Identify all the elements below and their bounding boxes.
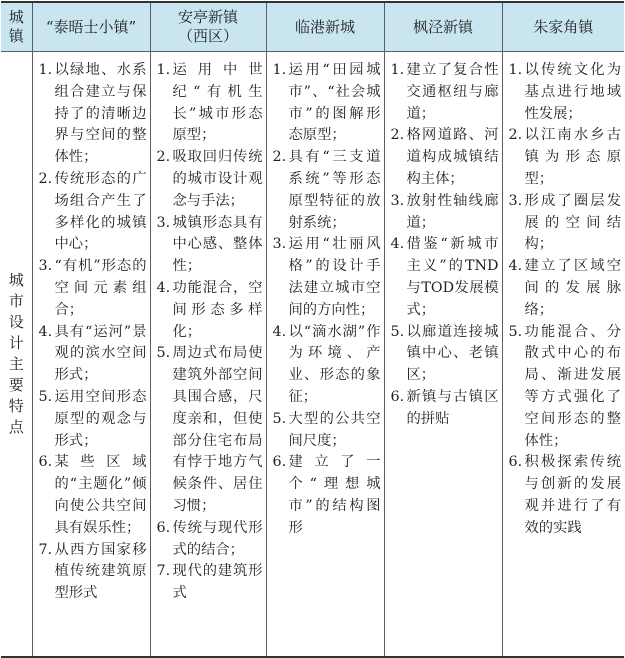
- item-number: 4.: [390, 236, 405, 253]
- item-text: 运用空间形态原型的观念与形式；: [54, 388, 147, 449]
- item-number: 6.: [508, 454, 523, 471]
- header-anting: 安亭新镇 （西区）: [150, 2, 266, 52]
- item-text: 从西方国家移植传统建筑原型形式: [54, 541, 147, 602]
- item-number: 2.: [390, 127, 405, 144]
- feature-item: [157, 343, 263, 517]
- item-number: 5.: [156, 345, 171, 362]
- item-text: 借鉴“新城市主义”的TND与TOD发展模式；: [406, 236, 499, 318]
- feature-item: [157, 60, 263, 147]
- header-lingang: 临港新城: [266, 2, 384, 52]
- feature-item: [157, 278, 263, 343]
- feature-item: [391, 191, 499, 235]
- feature-list: [273, 60, 381, 540]
- item-text: 建立了复合性交通枢纽与廊道；: [406, 62, 499, 122]
- feature-item: [509, 322, 622, 453]
- feature-item: [273, 452, 381, 539]
- item-number: 7.: [38, 541, 53, 558]
- item-number: 1.: [272, 62, 287, 78]
- feature-list: [391, 60, 499, 431]
- item-text: 传统形态的广场组合产生了多样化的城镇中心；: [54, 170, 147, 253]
- item-text: 建立了区域空间的发展脉络；: [524, 258, 621, 318]
- item-number: 4.: [156, 279, 171, 296]
- feature-item: [157, 213, 263, 278]
- item-number: 4.: [38, 323, 53, 340]
- item-text: 建立了一个“理想城市”的结构图形: [288, 454, 381, 536]
- header-thames-town: “泰晤士小镇”: [32, 2, 150, 52]
- item-number: 2.: [508, 127, 523, 144]
- item-number: 4.: [508, 258, 523, 275]
- item-text: 放射性轴线廊道；: [406, 192, 499, 231]
- item-number: 6.: [272, 454, 287, 471]
- column-fengjing: [384, 52, 502, 658]
- feature-item: [273, 147, 381, 234]
- item-text: 形成了圈层发展的空间结构；: [524, 192, 621, 253]
- feature-item: [273, 234, 381, 321]
- feature-item: [391, 234, 499, 321]
- feature-item: [273, 60, 381, 147]
- item-text: 格网道路、河道构成城镇结构主体；: [406, 127, 499, 187]
- comparison-table: [1, 1, 624, 658]
- feature-item: [509, 452, 622, 539]
- header-fengjing: 枫泾新镇: [384, 2, 502, 52]
- item-text: 以“滴水湖”作为环境、产业、形态的象征；: [288, 323, 381, 405]
- item-number: 1.: [508, 62, 523, 78]
- item-text: 具有“运河”景观的滨水空间形式；: [54, 323, 147, 384]
- item-number: 1.: [390, 62, 405, 78]
- feature-list: [509, 60, 622, 540]
- item-text: 运用“壮丽风格”的设计手法建立城市空间的方向性；: [288, 236, 381, 318]
- item-text: 积极探索传统与创新的发展观并进行了有效的实践: [524, 454, 621, 536]
- item-number: 3.: [508, 192, 523, 209]
- item-number: 5.: [390, 323, 405, 340]
- item-text: 以传统文化为基点进行地域性发展；: [524, 62, 621, 122]
- feature-item: [509, 125, 622, 190]
- feature-item: [273, 409, 381, 453]
- item-text: 吸取回归传统的城市设计观念与手法；: [172, 149, 263, 209]
- feature-item: [39, 256, 147, 321]
- item-number: 2.: [272, 149, 287, 166]
- item-number: 7.: [156, 563, 171, 580]
- feature-item: [391, 60, 499, 125]
- item-number: 3.: [390, 192, 405, 209]
- feature-item: [157, 147, 263, 212]
- item-number: 3.: [38, 258, 53, 275]
- item-number: 3.: [156, 214, 171, 231]
- item-text: 大型的公共空间尺度；: [288, 410, 381, 449]
- item-text: 新镇与古镇区的拼贴: [406, 388, 499, 427]
- item-number: 6.: [38, 454, 53, 471]
- feature-item: [157, 561, 263, 605]
- item-number: 5.: [272, 410, 287, 427]
- item-text: 以江南水乡古镇为形态原型；: [524, 127, 621, 187]
- item-text: 功能混合、分散式中心的布局、渐进发展等方式强化了空间形态的整体性；: [524, 323, 621, 449]
- feature-item: [273, 322, 381, 409]
- feature-list: [39, 60, 147, 605]
- features-row: [1, 52, 624, 658]
- feature-item: [509, 191, 622, 256]
- item-number: 2.: [38, 170, 53, 187]
- item-number: 6.: [390, 388, 405, 405]
- header-zhujiajiao: 朱家角镇: [502, 2, 624, 52]
- feature-item: [39, 60, 147, 169]
- feature-item: [391, 322, 499, 387]
- item-text: 具有“三支道系统”等形态原型特征的放射系统；: [288, 149, 381, 231]
- feature-item: [39, 540, 147, 605]
- item-text: 运用中世纪“有机生长”城市形态原型；: [172, 62, 263, 144]
- column-anting: [150, 52, 266, 658]
- header-row: [1, 2, 624, 52]
- item-number: 3.: [272, 236, 287, 253]
- item-number: 1.: [38, 62, 53, 78]
- column-zhujiajiao: [502, 52, 624, 658]
- item-number: 5.: [38, 388, 53, 405]
- feature-item: [39, 452, 147, 539]
- feature-item: [39, 169, 147, 256]
- item-text: 运用“田园城市”、“社会城市”的图解形态原型；: [288, 62, 381, 144]
- item-number: 6.: [156, 519, 171, 536]
- feature-item: [39, 322, 147, 387]
- item-number: 5.: [508, 323, 523, 340]
- column-thames-town: [32, 52, 150, 658]
- feature-item: [391, 125, 499, 190]
- item-text: 功能混合，空间形态多样化；: [172, 279, 263, 340]
- item-text: 某些区域的“主题化”倾向使公共空间具有娱乐性；: [54, 454, 147, 536]
- item-text: 周边式布局使建筑外部空间具围合感，尺度亲和，但使部分住宅布局有悖于地方气候条件、居住习惯；: [172, 345, 263, 514]
- feature-item: [509, 256, 622, 321]
- feature-item: [509, 60, 622, 125]
- item-text: 现代的建筑形式: [172, 563, 263, 602]
- feature-item: [391, 387, 499, 431]
- row-label: 城市设计主要特点: [8, 271, 24, 436]
- item-number: 2.: [156, 149, 171, 166]
- item-text: 以廊道连接城镇中心、老镇区；: [406, 323, 499, 384]
- feature-item: [39, 387, 147, 452]
- item-text: “有机”形态的空间元素组合；: [54, 258, 147, 318]
- item-number: 1.: [156, 62, 171, 78]
- feature-list: [157, 60, 263, 605]
- item-text: 以绿地、水系组合建立与保持了的清晰边界与空间的整体性；: [54, 62, 147, 166]
- column-lingang: [266, 52, 384, 658]
- item-number: 4.: [272, 323, 287, 340]
- item-text: 城镇形态具有中心感、整体性；: [172, 214, 263, 275]
- item-text: 传统与现代形式的结合；: [172, 519, 263, 558]
- feature-item: [157, 518, 263, 562]
- header-town: 城镇: [1, 2, 32, 52]
